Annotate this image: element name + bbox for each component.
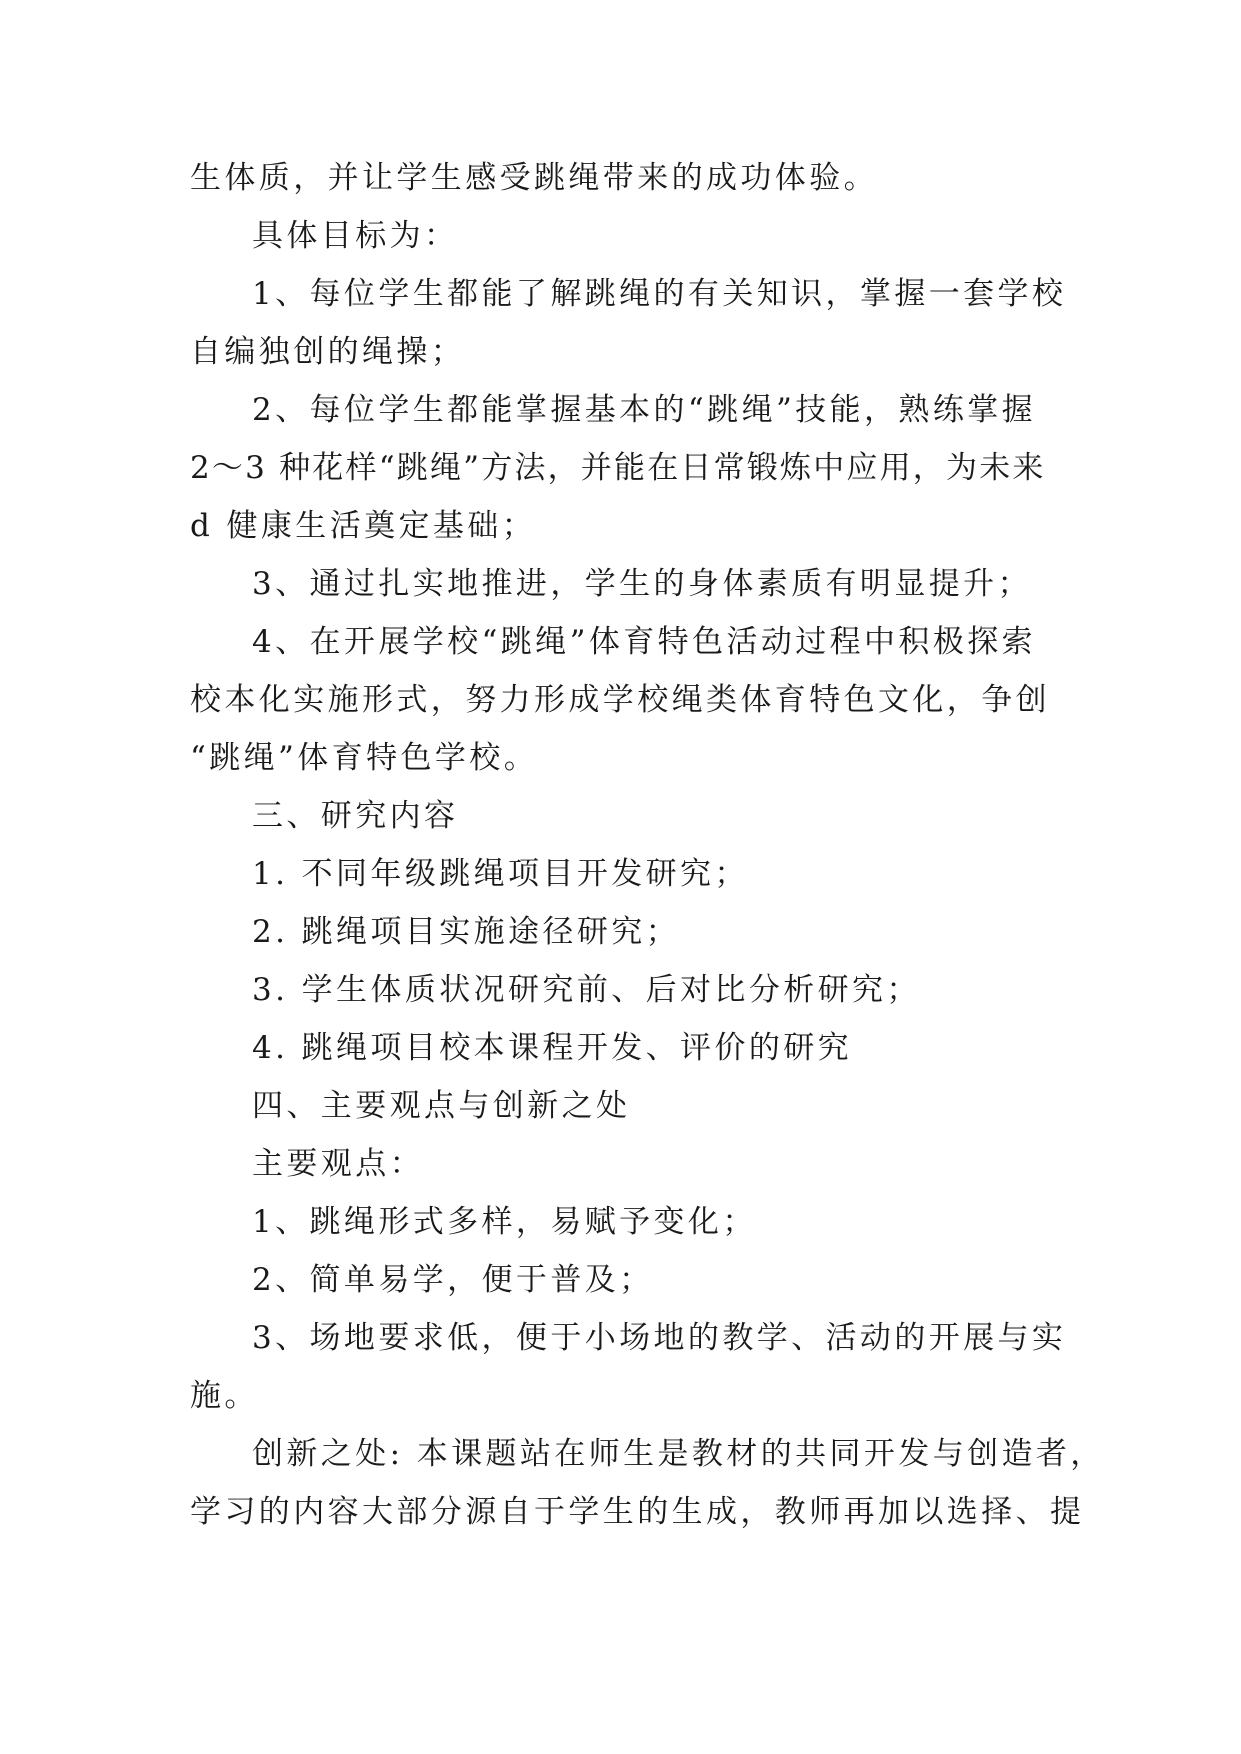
list-item: 1、跳绳形式多样，易赋予变化； bbox=[252, 1204, 757, 1240]
paragraph-line: 2～3 种花样“跳绳”方法，并能在日常锻炼中应用，为未来 bbox=[190, 450, 1046, 486]
subheading: 主要观点： bbox=[252, 1146, 424, 1182]
list-item: 4. 跳绳项目校本课程开发、评价的研究 bbox=[252, 1030, 853, 1066]
paragraph-line: 生体质，并让学生感受跳绳带来的成功体验。 bbox=[190, 160, 878, 196]
paragraph-line: “跳绳”体育特色学校。 bbox=[190, 740, 539, 776]
paragraph-line: 施。 bbox=[190, 1378, 259, 1414]
paragraph-line: 具体目标为： bbox=[252, 218, 459, 254]
list-item: 1. 不同年级跳绳项目开发研究； bbox=[252, 856, 749, 892]
paragraph-line: 创新之处: 本课题站在师生是教材的共同开发与创造者， bbox=[252, 1436, 1105, 1472]
paragraph-line: 1、每位学生都能了解跳绳的有关知识，掌握一套学校 bbox=[252, 276, 1067, 312]
list-item: 2、简单易学，便于普及； bbox=[252, 1262, 654, 1298]
paragraph-line: 学习的内容大部分源自于学生的生成，教师再加以选择、提 bbox=[190, 1494, 1085, 1530]
paragraph-line: 3、通过扎实地推进，学生的身体素质有明显提升； bbox=[252, 566, 1032, 602]
list-item: 2. 跳绳项目实施途径研究； bbox=[252, 914, 681, 950]
section-heading: 四、主要观点与创新之处 bbox=[252, 1088, 631, 1124]
section-heading: 三、研究内容 bbox=[252, 798, 459, 834]
paragraph-line: 4、在开展学校“跳绳”体育特色活动过程中积极探索 bbox=[252, 624, 1037, 660]
paragraph-line: 自编独创的绳操； bbox=[190, 334, 466, 370]
paragraph-line: d 健康生活奠定基础； bbox=[190, 508, 537, 544]
list-item: 3、场地要求低，便于小场地的教学、活动的开展与实 bbox=[252, 1320, 1067, 1356]
paragraph-line: 2、每位学生都能掌握基本的“跳绳”技能，熟练掌握 bbox=[252, 392, 1037, 428]
paragraph-line: 校本化实施形式，努力形成学校绳类体育特色文化，争创 bbox=[190, 682, 1050, 718]
list-item: 3. 学生体质状况研究前、后对比分析研究； bbox=[252, 972, 921, 1008]
